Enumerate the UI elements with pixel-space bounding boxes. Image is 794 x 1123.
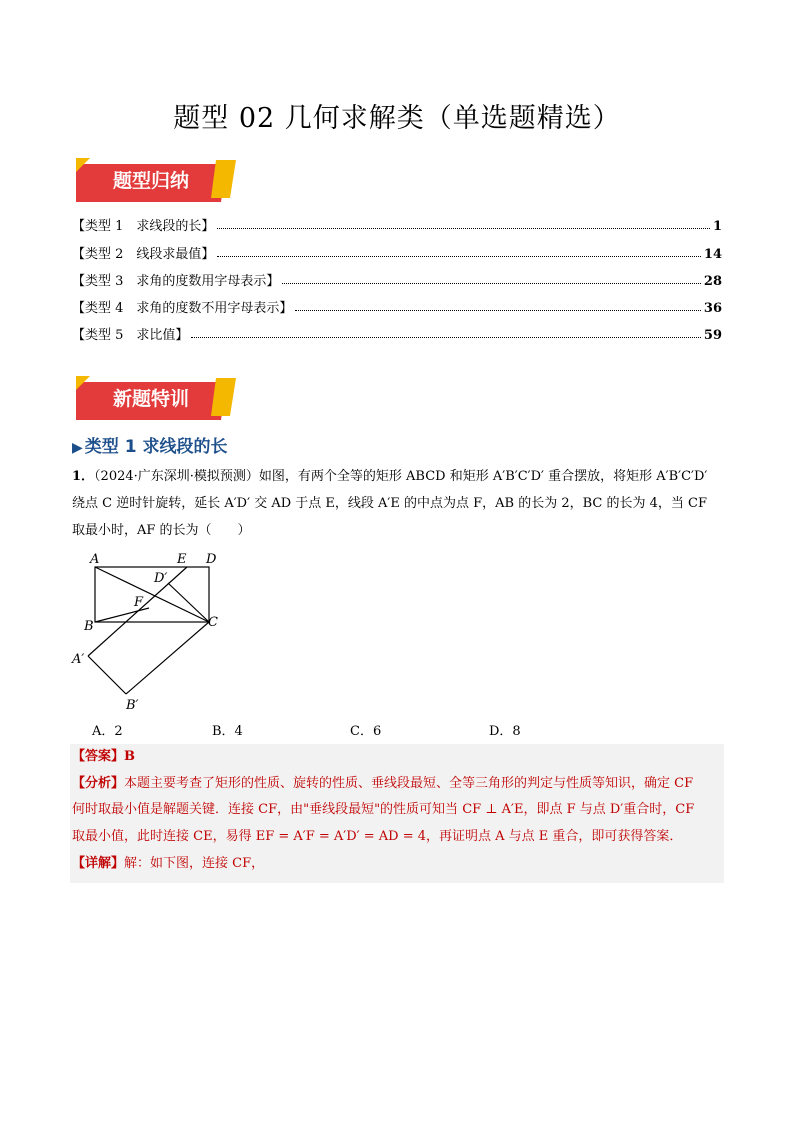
detail-line: [72, 854, 722, 874]
label-a: A: [90, 552, 100, 567]
question-number: 1．: [72, 469, 95, 484]
answer-value: B: [124, 749, 136, 764]
toc-item-2[interactable]: [72, 240, 722, 262]
toc-page-number: 14: [703, 247, 722, 262]
toc-label: 【类型 4 求角的度数不用字母表示】: [72, 301, 293, 316]
question-line-1: [72, 467, 724, 487]
question-line-3: 取最小时，AF 的长为（ ）: [72, 523, 251, 538]
summary-banner: [76, 158, 236, 204]
toc-leader: [282, 283, 701, 284]
toc-label: 【类型 3 求角的度数用字母表示】: [72, 274, 280, 289]
analysis-line-2: 何时取最小值是解题关键．连接 CF，由"垂线段最短"的性质可知当 CF ⊥ A′E，即点 F 与点 D′重合时，CF: [72, 802, 695, 817]
triangle-right-icon: ▶: [72, 440, 83, 456]
summary-banner-label: 题型归纳: [112, 170, 189, 192]
segment-ae: [88, 567, 187, 656]
toc-page-number: 28: [703, 274, 722, 289]
answer-line: [72, 747, 722, 767]
toc-leader: [217, 256, 701, 257]
toc-leader: [191, 337, 701, 338]
label-a-prime: A′: [72, 652, 85, 667]
training-banner: [76, 376, 236, 422]
toc-label: 【类型 1 求线段的长】: [72, 219, 215, 234]
toc-page-number: 59: [703, 328, 722, 343]
analysis-line-1: [72, 774, 722, 794]
label-b: B: [84, 619, 94, 634]
segment-bf: [95, 608, 149, 622]
toc-item-3[interactable]: [72, 267, 722, 289]
label-e: E: [177, 552, 187, 567]
segment-dpc: [168, 583, 209, 622]
toc-page-number: 36: [703, 301, 722, 316]
section-heading-text: 类型 1 求线段的长: [84, 437, 228, 457]
label-d: D: [206, 552, 217, 567]
label-b-prime: B′: [126, 698, 139, 713]
segment-ac: [95, 567, 209, 622]
question-line-2: 绕点 C 逆时针旋转，延长 A′D′ 交 AD 于点 E，线段 A′E 的中点为点 F，AB 的长为 2，BC 的长为 4，当 CF: [72, 496, 707, 511]
toc-page-number: 1: [712, 219, 722, 234]
detail-text: 解：如下图，连接 CF，: [124, 856, 265, 871]
option-d[interactable]: D．8: [489, 724, 521, 739]
analysis-tag: 【分析】: [72, 776, 125, 791]
label-d-prime: D′: [154, 571, 168, 586]
question-source: （2024·广东深圳·模拟预测）: [94, 469, 259, 484]
answer-tag: 【答案】: [72, 749, 125, 764]
toc-item-5[interactable]: [72, 321, 722, 343]
toc-label: 【类型 5 求比值】: [72, 328, 189, 343]
toc-label: 【类型 2 线段求最值】: [72, 247, 215, 262]
option-c[interactable]: C．6: [350, 724, 382, 739]
toc-item-4[interactable]: [72, 294, 722, 316]
label-f: F: [134, 595, 144, 610]
section-heading: [72, 432, 227, 457]
toc-leader: [295, 310, 701, 311]
option-a[interactable]: A．2: [92, 724, 123, 739]
toc-leader: [217, 228, 710, 229]
analysis-line-3: 取最小值，此时连接 CE，易得 EF = A′F = A′D′ = AD = 4，再证明点 A 与点 E 重合，即可获得答案．: [72, 829, 683, 844]
training-banner-label: 新题特训: [112, 388, 189, 410]
question-text-1: 如图，有两个全等的矩形 ABCD 和矩形 A′B′C′D′ 重合摆放，将矩形 A′B′C′D′: [258, 469, 708, 484]
option-b[interactable]: B．4: [212, 724, 243, 739]
segment-bpc: [126, 622, 209, 694]
geometry-figure: [66, 548, 236, 718]
page-title: 题型 02 几何求解类（单选题精选）: [173, 103, 621, 134]
toc-item-1[interactable]: [72, 212, 722, 234]
segment-apbp: [88, 656, 126, 694]
detail-tag: 【详解】: [72, 856, 125, 871]
label-c: C: [208, 615, 218, 630]
analysis-text-1: 本题主要考查了矩形的性质、旋转的性质、垂线段最短、全等三角形的判定与性质等知识，确定 CF: [124, 776, 694, 791]
